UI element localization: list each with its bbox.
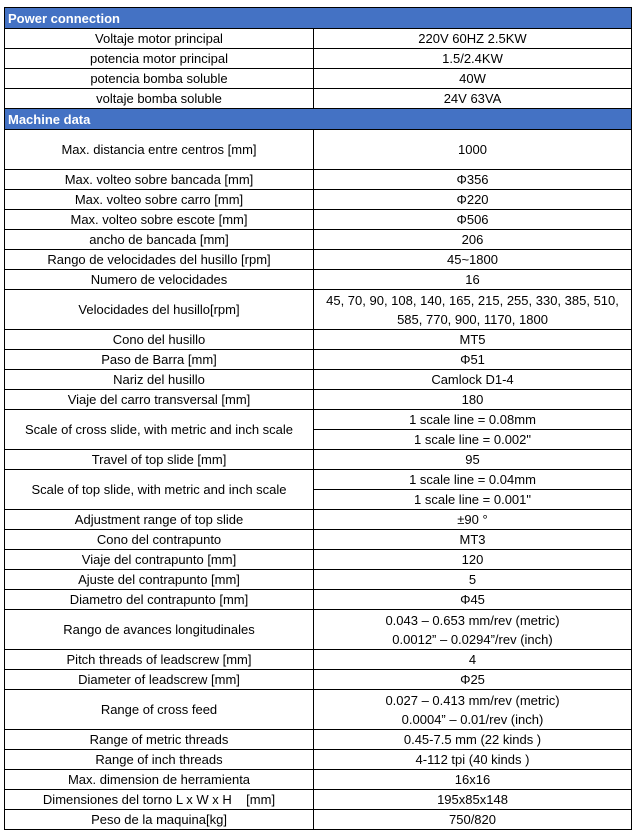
spec-value-multi bbox=[314, 690, 632, 730]
spec-label: Max. dimension de herramienta bbox=[5, 770, 314, 790]
table-row bbox=[5, 790, 632, 810]
spec-value: Φ220 bbox=[314, 190, 632, 210]
table-row bbox=[5, 410, 632, 430]
table-row bbox=[5, 130, 632, 170]
spec-label: Diametro del contrapunto [mm] bbox=[5, 590, 314, 610]
table-row bbox=[5, 450, 632, 470]
table-row bbox=[5, 190, 632, 210]
table-row bbox=[5, 390, 632, 410]
table-row bbox=[5, 590, 632, 610]
spec-value: 1 scale line = 0.002" bbox=[314, 430, 632, 450]
table-row bbox=[5, 690, 632, 730]
table-row bbox=[5, 750, 632, 770]
spec-label: Range of inch threads bbox=[5, 750, 314, 770]
spec-label: potencia bomba soluble bbox=[5, 69, 314, 89]
spec-label: Scale of top slide, with metric and inch scale bbox=[5, 470, 314, 510]
section-header-power bbox=[5, 8, 632, 29]
spec-label: Adjustment range of top slide bbox=[5, 510, 314, 530]
table-row bbox=[5, 670, 632, 690]
section-header-machine bbox=[5, 109, 632, 130]
spec-label: Rango de velocidades del husillo [rpm] bbox=[5, 250, 314, 270]
table-row bbox=[5, 270, 632, 290]
table-row bbox=[5, 610, 632, 650]
spec-label: Numero de velocidades bbox=[5, 270, 314, 290]
spec-label: Viaje del carro transversal [mm] bbox=[5, 390, 314, 410]
spec-label: Peso de la maquina[kg] bbox=[5, 810, 314, 830]
spec-value: MT3 bbox=[314, 530, 632, 550]
spec-label: Cono del husillo bbox=[5, 330, 314, 350]
spec-label: Range of cross feed bbox=[5, 690, 314, 730]
spec-value: 16 bbox=[314, 270, 632, 290]
spec-value: 206 bbox=[314, 230, 632, 250]
spec-value-metric: 0.027 – 0.413 mm/rev (metric) bbox=[385, 692, 560, 708]
section-title: Power connection bbox=[5, 8, 632, 29]
spec-value-metric: 0.043 – 0.653 mm/rev (metric) bbox=[385, 612, 560, 628]
spec-label: Paso de Barra [mm] bbox=[5, 350, 314, 370]
spec-value: 24V 63VA bbox=[314, 89, 632, 109]
table-row bbox=[5, 29, 632, 49]
table-row bbox=[5, 810, 632, 830]
spec-value: Φ356 bbox=[314, 170, 632, 190]
spec-value: Φ25 bbox=[314, 670, 632, 690]
spec-label: Range of metric threads bbox=[5, 730, 314, 750]
spec-value-multi bbox=[314, 610, 632, 650]
spec-label: Velocidades del husillo[rpm] bbox=[5, 290, 314, 330]
spec-value: ±90 ° bbox=[314, 510, 632, 530]
spec-value: Camlock D1-4 bbox=[314, 370, 632, 390]
spec-value: 1 scale line = 0.08mm bbox=[314, 410, 632, 430]
table-row bbox=[5, 510, 632, 530]
spec-value: Φ45 bbox=[314, 590, 632, 610]
spec-label: Cono del contrapunto bbox=[5, 530, 314, 550]
spec-label: Diameter of leadscrew [mm] bbox=[5, 670, 314, 690]
spec-value: 1 scale line = 0.001" bbox=[314, 490, 632, 510]
spec-value: 750/820 bbox=[314, 810, 632, 830]
spec-value: 5 bbox=[314, 570, 632, 590]
spec-value-inch: 0.0012” – 0.0294”/rev (inch) bbox=[392, 631, 553, 647]
spec-label: Max. volteo sobre escote [mm] bbox=[5, 210, 314, 230]
spec-label: ancho de bancada [mm] bbox=[5, 230, 314, 250]
table-row bbox=[5, 570, 632, 590]
table-row bbox=[5, 370, 632, 390]
spec-value: 220V 60HZ 2.5KW bbox=[314, 29, 632, 49]
table-row bbox=[5, 89, 632, 109]
spec-value: Φ51 bbox=[314, 350, 632, 370]
spec-label: Rango de avances longitudinales bbox=[5, 610, 314, 650]
table-row bbox=[5, 530, 632, 550]
spec-value: 4 bbox=[314, 650, 632, 670]
spec-value-inch: 0.0004” – 0.01/rev (inch) bbox=[401, 711, 544, 727]
spec-value: 1.5/2.4KW bbox=[314, 49, 632, 69]
spec-value: 1000 bbox=[314, 130, 632, 170]
spec-value: 4-112 tpi (40 kinds ) bbox=[314, 750, 632, 770]
table-row bbox=[5, 550, 632, 570]
table-row bbox=[5, 470, 632, 490]
spec-value: 195x85x148 bbox=[314, 790, 632, 810]
section-title: Machine data bbox=[5, 109, 632, 130]
spec-value: Φ506 bbox=[314, 210, 632, 230]
spec-label: Max. volteo sobre carro [mm] bbox=[5, 190, 314, 210]
spec-label: Viaje del contrapunto [mm] bbox=[5, 550, 314, 570]
spec-label: Nariz del husillo bbox=[5, 370, 314, 390]
spec-value: 95 bbox=[314, 450, 632, 470]
table-row bbox=[5, 250, 632, 270]
spec-value: 45~1800 bbox=[314, 250, 632, 270]
table-row bbox=[5, 170, 632, 190]
table-row bbox=[5, 290, 632, 330]
table-row bbox=[5, 230, 632, 250]
spec-label: voltaje bomba soluble bbox=[5, 89, 314, 109]
table-row bbox=[5, 770, 632, 790]
spec-value: 120 bbox=[314, 550, 632, 570]
spec-value: 40W bbox=[314, 69, 632, 89]
spec-value: MT5 bbox=[314, 330, 632, 350]
table-row bbox=[5, 330, 632, 350]
table-row bbox=[5, 210, 632, 230]
table-row bbox=[5, 49, 632, 69]
machine-spec-table bbox=[4, 7, 632, 830]
spec-label: Scale of cross slide, with metric and inch scale bbox=[5, 410, 314, 450]
spec-value: 180 bbox=[314, 390, 632, 410]
spec-value: 0.45-7.5 mm (22 kinds ) bbox=[314, 730, 632, 750]
table-row bbox=[5, 69, 632, 89]
spec-label: Voltaje motor principal bbox=[5, 29, 314, 49]
table-row bbox=[5, 350, 632, 370]
spec-label: Pitch threads of leadscrew [mm] bbox=[5, 650, 314, 670]
spec-value: 45, 70, 90, 108, 140, 165, 215, 255, 330, 385, 510, 585, 770, 900, 1170, 1800 bbox=[314, 290, 632, 330]
spec-label: Dimensiones del torno L x W x H [mm] bbox=[5, 790, 314, 810]
spec-label: Travel of top slide [mm] bbox=[5, 450, 314, 470]
spec-value: 1 scale line = 0.04mm bbox=[314, 470, 632, 490]
spec-label: Max. volteo sobre bancada [mm] bbox=[5, 170, 314, 190]
table-row bbox=[5, 650, 632, 670]
spec-label: Max. distancia entre centros [mm] bbox=[5, 130, 314, 170]
spec-value: 16x16 bbox=[314, 770, 632, 790]
spec-label: Ajuste del contrapunto [mm] bbox=[5, 570, 314, 590]
spec-label: potencia motor principal bbox=[5, 49, 314, 69]
table-row bbox=[5, 730, 632, 750]
